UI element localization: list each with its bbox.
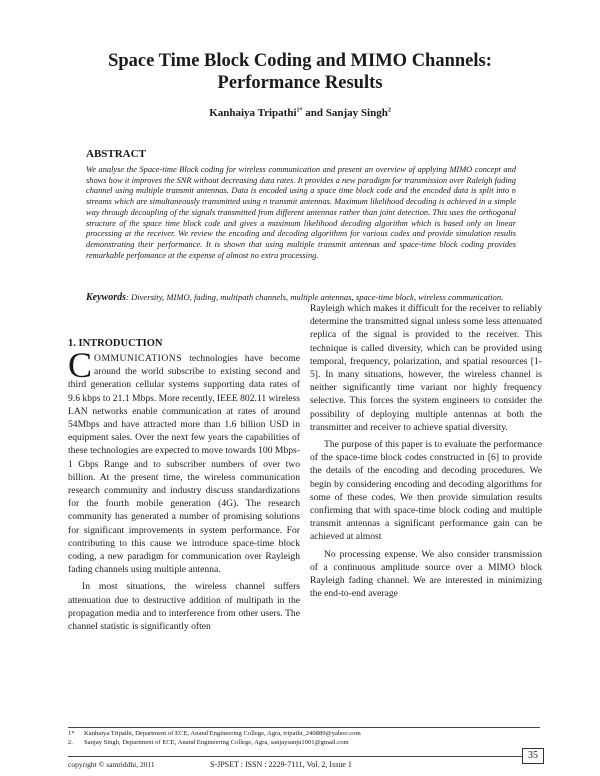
title-line-2: Performance Results [217,73,383,93]
author-2-marker: 2 [387,107,391,114]
drop-cap: C [68,345,93,385]
right-column [310,302,542,600]
paper-title [40,50,560,94]
abstract-heading: ABSTRACT [86,148,146,160]
footnote-2-number: 2. [68,739,73,746]
author-1-name: Kanhaiya Tripathi [209,107,297,119]
intro-paragraph-4: The purpose of this paper is to evaluate the performance of the space-time block codes constructed in [6] to provide the details of the encoding and decoding procedures. We begin by considering encoding and decoding algorithms for some of these codes. We then provide simulation results confirming that with space-time block coding and multiple transmit antennas a significant performance gain can be achieved at almost [310,439,542,543]
page-number: 35 [522,748,544,764]
keywords-label: Keywords [86,292,126,303]
lead-caps: OMMUNICATIONS [94,353,183,364]
author-conjunction: and [302,107,326,119]
intro-paragraph-2: In most situations, the wireless channel suffers attenuation due to destructive addition of multipath in the propagation media and to interference from other users. The channel statistic is significantly often [68,581,300,633]
section-heading-introduction: 1. INTRODUCTION [68,338,163,349]
footnote-1 [68,730,540,738]
footnote-divider [68,727,540,728]
intro-paragraph-5: No processing expense. We also consider transmission of a continuous amplitude source over a MIMO block Rayleigh fading channel. We are interested in minimizing the end-to-end average [310,548,542,600]
intro-paragraph-1-text: technologies have become around the world subscribe to existing second and third generation cellular systems supporting data rates of 9.6 kbps to 21.1 Mbps. More recently, IEEE 802.11 wireless LAN networks enable communication at rates of around 54Mbps and have attracted more than 1.6 billion USD in equipment sales. Over the next few years the capabilities of these technologies are expected to move towards 100 Mbps- 1 Gbps Range and to subscriber numbers of over two billion. At the present time, the wireless communication research community and industry discuss standardizations for the fourth mobile generation (4G). The research community has generated a number of promising solutions for significant improvements in system performance. For contributing to this cause we introduce space-time block coding, a new paradigm for communication over Rayleigh fading channels using multiple antenna. [68,353,300,576]
footnote-2 [68,739,540,747]
author-2-name: Sanjay Singh [325,107,388,119]
footer-divider [68,756,540,757]
footnote-1-number: 1* [68,730,75,737]
title-line-1: Space Time Block Coding and MIMO Channels: [108,51,492,71]
copyright-notice: copyright © samriddhi, 2011 [68,760,155,769]
footnote-1-text: Kanhaiya Tripathi, Department of ECE, Anand Engineering College, Agra, tripathi_240889@yahoo.com [84,730,361,737]
footnote-2-text: Sanjay Singh, Department of ECE, Anand Engineering College, Agra, sanjaysanju1001@gmail.com [84,739,349,746]
author-line [40,107,560,119]
intro-paragraph-1 [68,345,300,576]
abstract-body: We analyse the Space-time Block coding for wireless communication and present an overview of applying MIMO concept and shows how it improves the SNR without decreasing data rates. It provides a new paradigm for transmission over Raleigh fading channel using multiple transmit antennas. Data is encoded using a space time block code and the encoded data is split into n streams which are simultaneously transmitted using n transmit antennas. Maximum likelihood decoding is achieved in a simple way through decoupling of the signals transmitted from different antennas rather than joint detection. This uses the orthogonal structure of the space time block code and gives a maximum likelihood decoding algorithm which is based only on linear processing at the receiver. We review the encoding and decoding algorithms for various codes and provide simulation results demonstrating their performance. It is shown that using multiple transmit antennas and space-time block coding provides remarkable perfomance at the expense of almost no extra processing. [86,165,516,260]
keywords-list: : Diversity, MIMO, fading, multipath channels, multiple antennas, space-time block, wireless communication. [126,292,504,302]
intro-paragraph-3: Rayleigh which makes it difficult for the receiver to reliably determine the transmitted signal unless some less attenuated replica of the signal is provided to the receiver. This technique is called diversity, which can be provided using temporal, frequency, polarization, and spatial resources [1-5]. In many situations, however, the wireless channel is neither significantly time variant nor highly frequency selective. This forces the system engineers to consider the possibility of deploying multiple antennas at both the transmitter and receiver to achieve spatial diversity. [310,303,542,433]
journal-info: S-JPSET : ISSN : 2229-7111, Vol. 2, Issue 1 [210,760,352,769]
left-column [68,345,300,633]
author-1-marker: 1* [296,107,303,114]
